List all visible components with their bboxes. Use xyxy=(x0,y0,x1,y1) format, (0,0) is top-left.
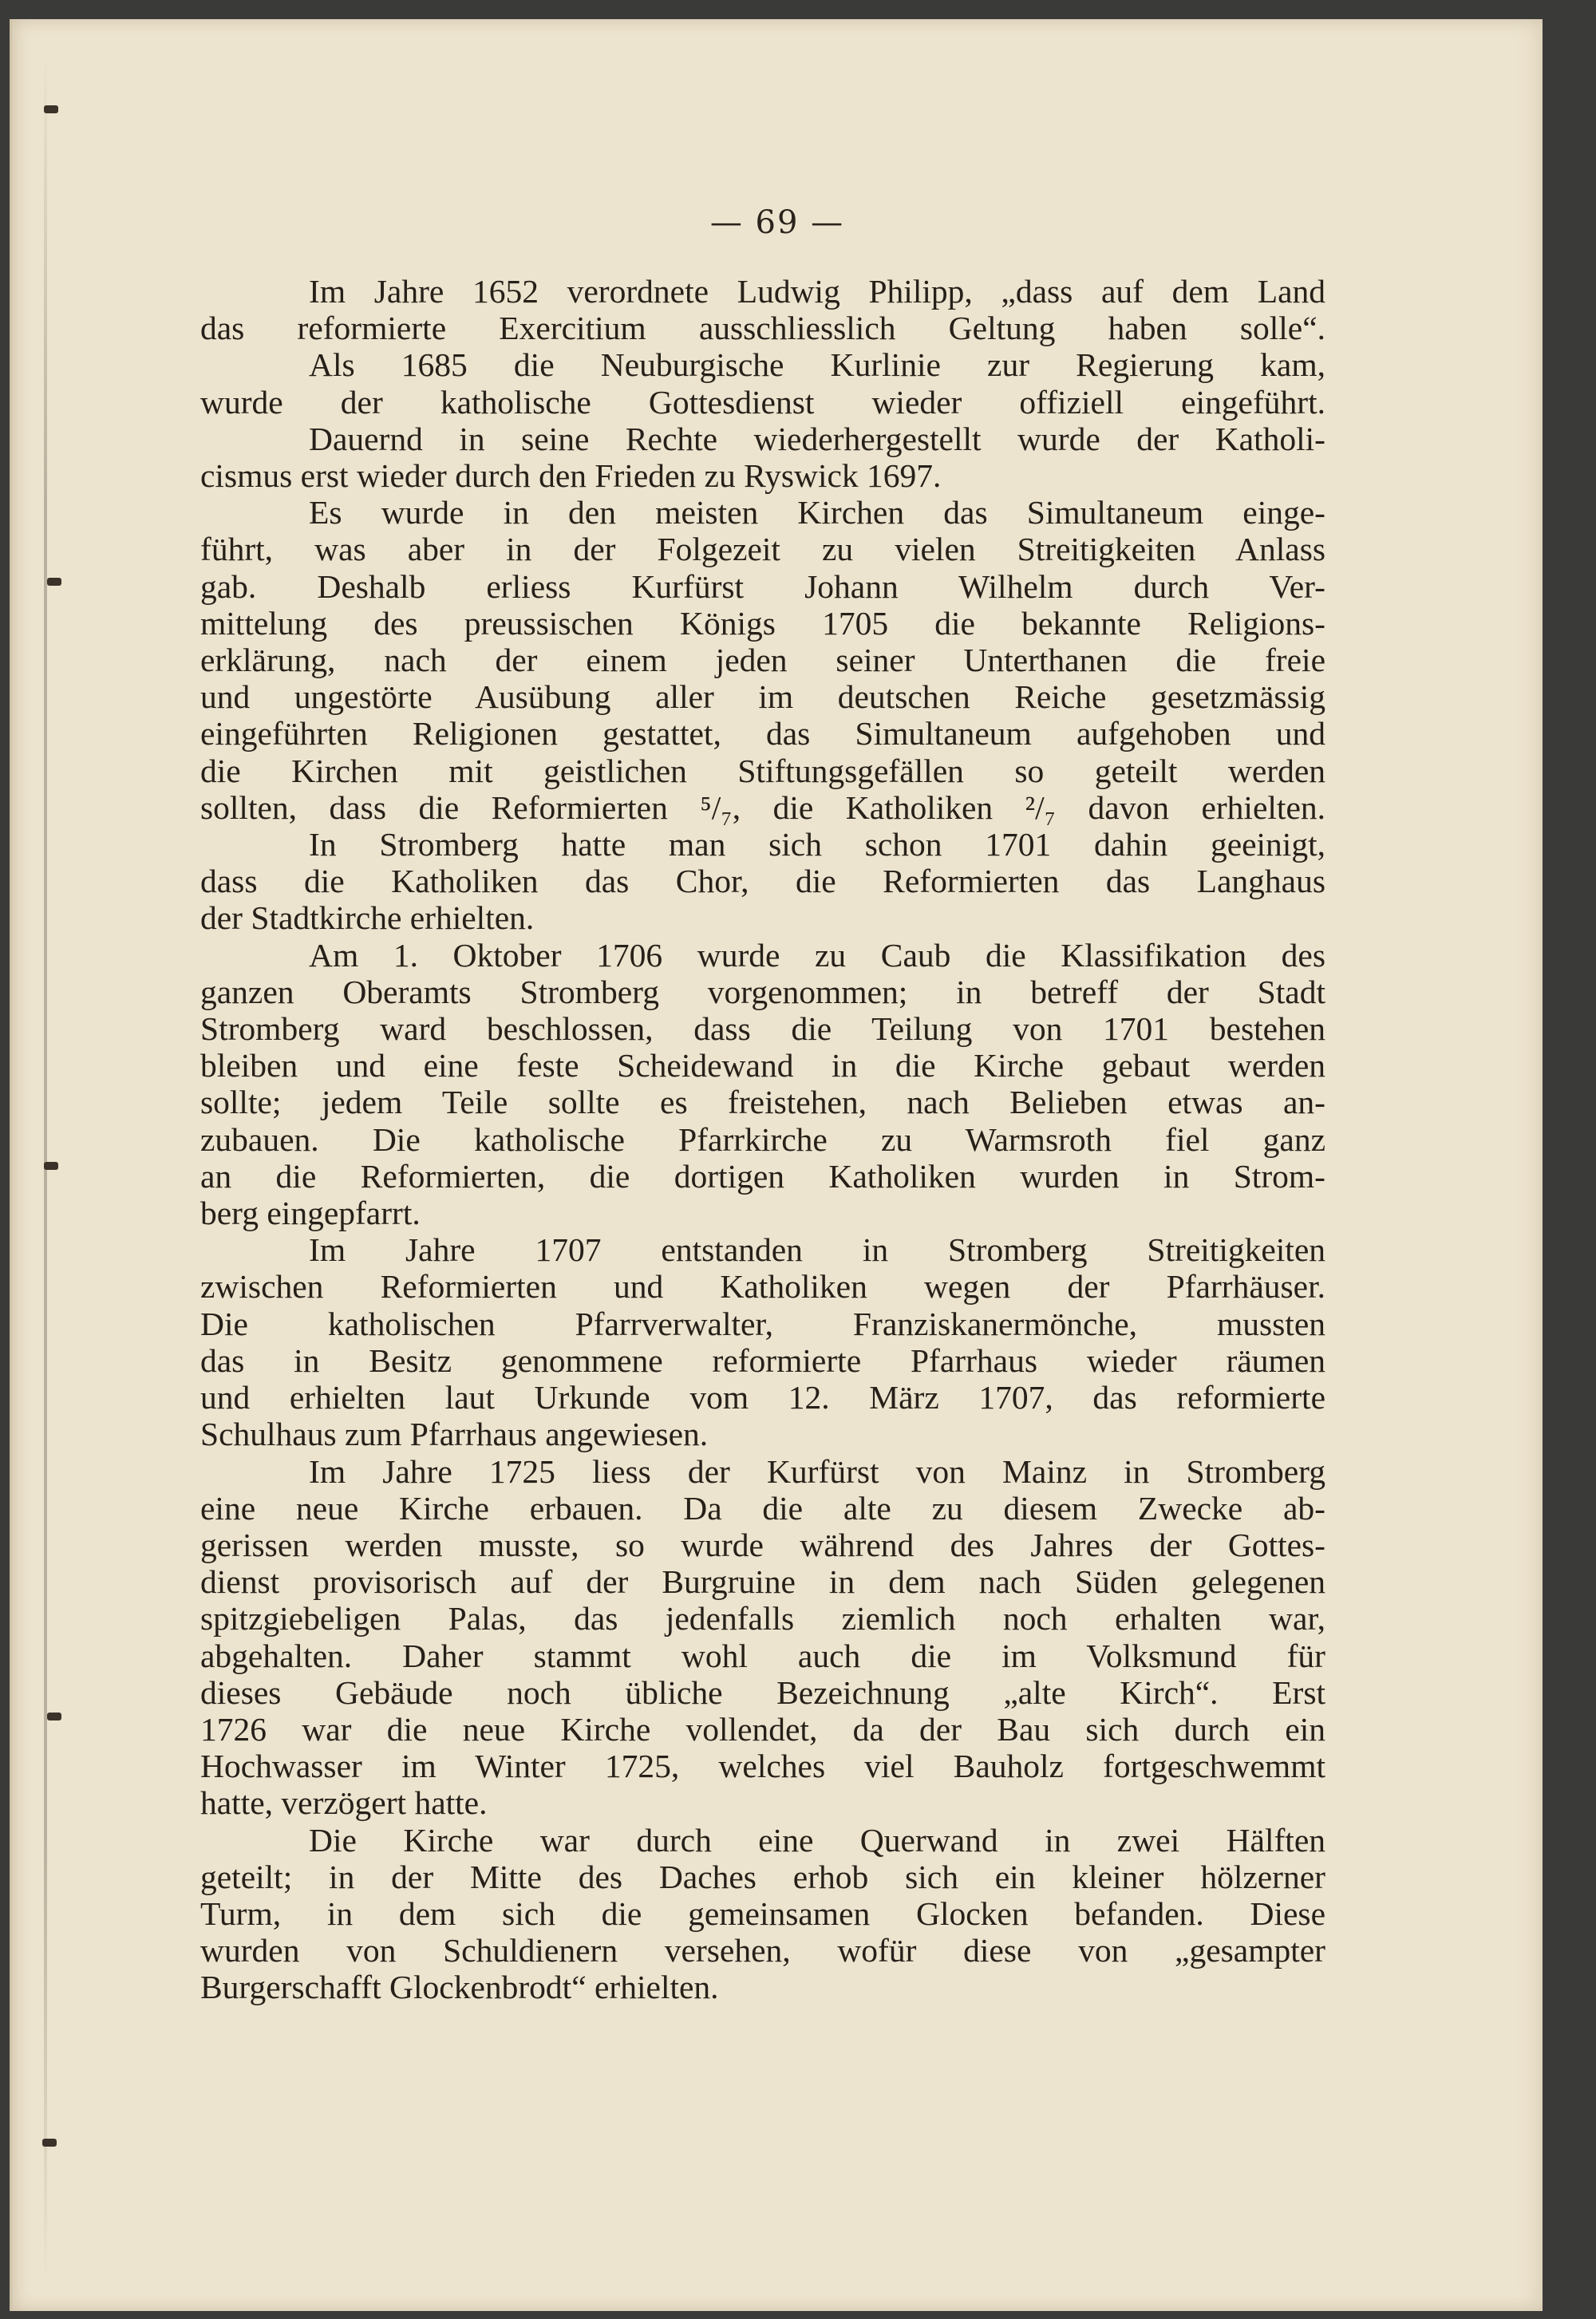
margin-mark xyxy=(47,578,61,586)
text-line: Stromberg ward beschlossen, dass die Teilung von 1701 bestehen xyxy=(200,1010,1325,1048)
book-page xyxy=(10,19,1543,2311)
text-line: ganzen Oberamts Stromberg vorgenommen; in betreff der Stadt xyxy=(200,973,1325,1010)
text-line: cismus erst wieder durch den Frieden zu Ryswick 1697. xyxy=(200,457,942,495)
margin-mark xyxy=(42,2139,57,2147)
margin-mark xyxy=(44,105,58,113)
text-line: eine neue Kirche erbauen. Da die alte zu diesem Zwecke ab- xyxy=(200,1489,1325,1527)
text-line: abgehalten. Daher stammt wohl auch die im Volksmund für xyxy=(200,1637,1325,1674)
text-line: Turm, in dem sich die gemeinsamen Glocken befanden. Diese xyxy=(200,1894,1325,1932)
text-line: Die katholischen Pfarrverwalter, Franziskanermönche, mussten xyxy=(200,1305,1325,1342)
text-line: Die Kirche war durch eine Querwand in zwei Hälften xyxy=(309,1821,1325,1859)
text-line: Im Jahre 1707 entstanden in Stromberg Streitigkeiten xyxy=(309,1231,1325,1269)
text-line: spitzgiebeligen Palas, das jedenfalls ziemlich noch erhalten war, xyxy=(200,1600,1325,1638)
text-line: dieses Gebäude noch übliche Bezeichnung „alte Kirch“. Erst xyxy=(200,1673,1325,1711)
text-line: gerissen werden musste, so wurde während des Jahres der Gottes- xyxy=(200,1526,1325,1563)
text-line: an die Reformierten, die dortigen Katholiken wurden in Strom- xyxy=(200,1157,1325,1195)
text-line: die Kirchen mit geistlichen Stiftungsgefällen so geteilt werden xyxy=(200,752,1325,789)
text-line: sollten, dass die Reformierten ⁵/₇, die Katholiken ²/₇ davon erhielten. xyxy=(200,788,1325,826)
text-line: geteilt; in der Mitte des Daches erhob sich ein kleiner hölzerner xyxy=(200,1858,1325,1895)
text-line: erklärung, nach der einem jeden seiner Unterthanen die freie xyxy=(200,642,1325,679)
text-line: Im Jahre 1652 verordnete Ludwig Philipp, „dass auf dem Land xyxy=(309,273,1325,310)
text-line: führt, was aber in der Folgezeit zu vielen Streitigkeiten Anlass xyxy=(200,531,1325,568)
text-line: berg eingepfarrt. xyxy=(200,1195,421,1232)
text-line: Schulhaus zum Pfarrhaus angewiesen. xyxy=(200,1416,709,1453)
text-line: sollte; jedem Teile sollte es freistehen, nach Belieben etwas an- xyxy=(200,1084,1325,1121)
text-line: Es wurde in den meisten Kirchen das Simultaneum einge- xyxy=(309,494,1325,531)
text-line: eingeführten Religionen gestattet, das Simultaneum aufgehoben und xyxy=(200,715,1325,753)
text-line: der Stadtkirche erhielten. xyxy=(200,899,535,937)
text-line: zwischen Reformierten und Katholiken wegen der Pfarrhäuser. xyxy=(200,1268,1325,1306)
text-line: das reformierte Exercitium ausschliesslich Geltung haben solle“. xyxy=(200,310,1325,347)
text-line: Am 1. Oktober 1706 wurde zu Caub die Klassifikation des xyxy=(309,936,1325,974)
text-line: Hochwasser im Winter 1725, welches viel Bauholz fortgeschwemmt xyxy=(200,1748,1325,1785)
text-line: dienst provisorisch auf der Burgruine in dem nach Süden gelegenen xyxy=(200,1563,1325,1601)
page-number: — 69 — xyxy=(709,204,845,241)
text-line: wurden von Schuldienern versehen, wofür diese von „gesampter xyxy=(200,1932,1325,1969)
text-line: Im Jahre 1725 liess der Kurfürst von Mainz in Stromberg xyxy=(309,1452,1325,1490)
text-line: wurde der katholische Gottesdienst wieder offiziell eingeführt. xyxy=(200,383,1325,421)
text-line: hatte, verzögert hatte. xyxy=(200,1784,488,1822)
text-line: gab. Deshalb erliess Kurfürst Johann Wilhelm durch Ver- xyxy=(200,567,1325,605)
text-line: 1726 war die neue Kirche vollendet, da der Bau sich durch ein xyxy=(200,1710,1325,1748)
margin-mark xyxy=(44,1162,58,1170)
text-line: dass die Katholiken das Chor, die Reformierten das Langhaus xyxy=(200,863,1325,900)
text-line: und erhielten laut Urkunde vom 12. März 1707, das reformierte xyxy=(200,1379,1325,1416)
text-line: Als 1685 die Neuburgische Kurlinie zur Regierung kam, xyxy=(309,346,1325,384)
text-line: und ungestörte Ausübung aller im deutschen Reiche gesetzmässig xyxy=(200,678,1325,716)
text-line: Burgerschafft Glockenbrodt“ erhielten. xyxy=(200,1969,719,2006)
text-line: mittelung des preussischen Königs 1705 die bekannte Religions- xyxy=(200,604,1325,642)
text-line: In Stromberg hatte man sich schon 1701 dahin geeinigt, xyxy=(309,826,1325,863)
body-text xyxy=(200,273,1325,2006)
text-line: bleiben und eine feste Scheidewand in die Kirche gebaut werden xyxy=(200,1047,1325,1084)
text-line: Dauernd in seine Rechte wiederhergestellt wurde der Katholi- xyxy=(309,420,1325,457)
text-line: zubauen. Die katholische Pfarrkirche zu Warmsroth fiel ganz xyxy=(200,1120,1325,1158)
margin-mark xyxy=(47,1713,61,1720)
text-line: das in Besitz genommene reformierte Pfarrhaus wieder räumen xyxy=(200,1341,1325,1379)
